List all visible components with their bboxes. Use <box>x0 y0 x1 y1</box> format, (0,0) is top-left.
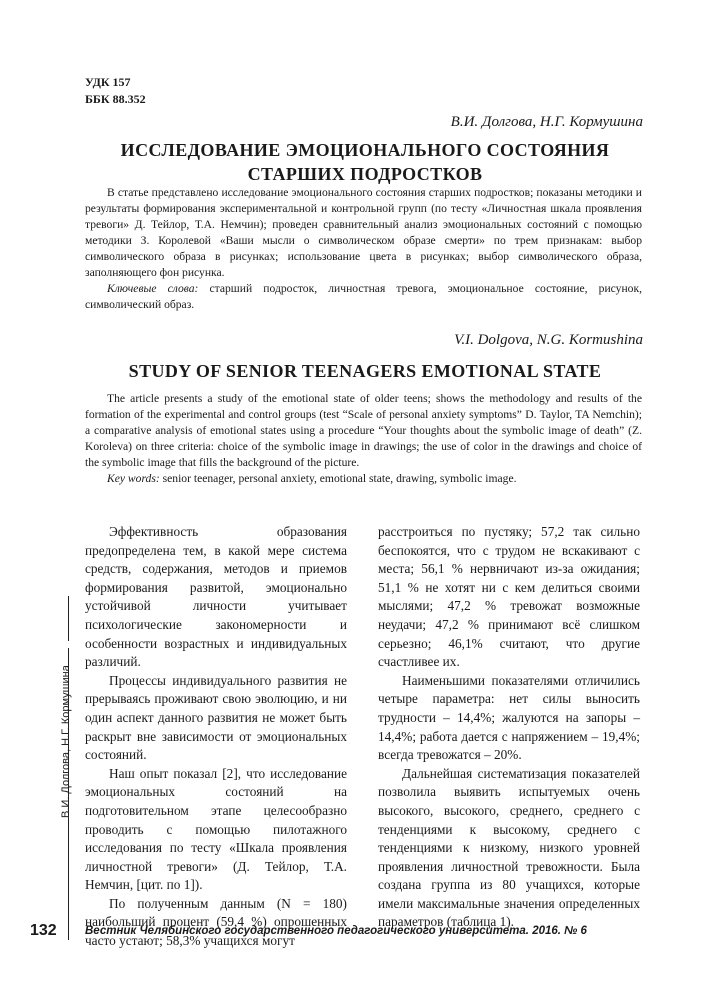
left-paragraph-4: По полученным данным (N = 180) наибольший процент (59,4 %) опрошенных часто устают; 58,3% учащихся могут <box>85 895 347 949</box>
left-paragraph-1: Эффективность образования предопределена тем, в какой мере система средств, содержания, методов и приемов формирования развитой, эмоционально устойчивой личности учитывает психологические закономерности и особенности возрастных и индивидуальных различий. <box>85 524 347 670</box>
margin-rule-upper <box>68 596 69 641</box>
ru-title-line2: СТАРШИХ ПОДРОСТКОВ <box>247 164 483 184</box>
right-paragraph-3: Дальнейшая систематизация показателей позволила выявить испытуемых очень высокого, высокого, среднего, среднего с тенденциями к высокому, среднего с тенденциями к низкому, низкого уровней проявления личностной тревожности. Была создана группа из 80 учащихся, которые имели максимальные значения определенных параметров (таблица 1). <box>378 765 640 930</box>
en-keywords <box>85 471 642 487</box>
en-title: STUDY OF SENIOR TEENAGERS EMOTIONAL STATE <box>128 361 602 381</box>
side-running-authors: В.И. Долгова, Н.Г. Кормушина <box>60 665 72 818</box>
bbk-code: ББК 88.352 <box>85 92 146 106</box>
en-authors: V.I. Dolgova, N.G. Kormushina <box>454 332 643 348</box>
ru-abstract-text: В статье представлено исследование эмоционального состояния старших подростков; показаны методики и результаты формирования экспериментальной и контрольной групп (по тесту «Личностная шкала проявления тревоги» Д. Тейлор, Т.А. Немчин); проведен сравнительный анализ эмоциональных состояний с помощью методики З. Королевой «Ваши мысли о символическом образе смерти» по трем признакам: выбор символического образа в рисунках; использование цвета в рисунках; выбор символического образа, заполняющего фон рисунка. <box>85 186 642 279</box>
en-keywords-text: senior teenager, personal anxiety, emotional state, drawing, symbolic image. <box>159 472 517 485</box>
body-left-column <box>85 523 347 951</box>
ru-title <box>80 138 650 186</box>
ru-authors: В.И. Долгова, Н.Г. Кормушина <box>450 114 643 130</box>
left-paragraph-2: Процессы индивидуального развития не прерываясь проживают свою эволюцию, и ни один аспект данного развития не может быть раскрыт вне зависимости от эмоциональных состояний. <box>85 672 347 763</box>
left-paragraph-3: Наш опыт показал [2], что исследование эмоциональных состояний на подготовительном этапе целесообразно проводить с помощью пилотажного исследования по тесту «Шкала проявления личностной тревоги» (Д. Тейлор, Т.А. Немчин, [цит. по 1]). <box>85 765 347 893</box>
journal-footer: Вестник Челябинского государственного педагогического университета. 2016. № 6 <box>85 925 587 937</box>
ru-title-line1: ИССЛЕДОВАНИЕ ЭМОЦИОНАЛЬНОГО СОСТОЯНИЯ <box>120 140 610 160</box>
right-paragraph-2: Наименьшими показателями отличились четыре параметра: нет силы выносить трудности – 14,4%; жалуются на запоры – 14,4%; работа дается с напряжением – 19,4%; всегда тревожатся – 20%. <box>378 672 640 763</box>
classification-codes <box>85 74 146 108</box>
right-paragraph-1: расстроиться по пустяку; 57,2 так сильно беспокоятся, что с трудом не вскакивают с места; 56,1 % нервничают из-за ожидания; 51,1 % не хотят ни с кем делиться своими мыслями; 47,2 % тревожат возможные неудачи; 47,2 % принимают всё слишком серьезно; 46,1% считают, что другие счастливее их. <box>378 524 640 670</box>
ru-abstract <box>85 185 642 313</box>
en-abstract <box>85 391 642 487</box>
body-right-column <box>378 523 640 932</box>
en-abstract-text: The article presents a study of the emotional state of older teens; shows the methodology and results of the formation of the experimental and control groups (test “Scale of personal anxiety symptoms” D. Taylor, TA Nemchin); a comparative analysis of emotional states using a procedure “Your thoughts about the symbolic image of death” (Z. Koroleva) on three criteria: choice of the symbolic image in drawings; the use of color in the drawings and choice of the symbolic image that fills the background of the picture. <box>85 392 642 469</box>
page-number: 132 <box>30 922 57 939</box>
ru-keywords-text: старший подросток, личностная тревога, эмоциональное состояние, рисунок, символический образ. <box>85 282 642 311</box>
udk-code: УДК 157 <box>85 75 131 89</box>
ru-keywords-label: Ключевые слова: <box>107 282 199 295</box>
en-keywords-label: Key words: <box>107 472 160 485</box>
ru-keywords <box>85 281 642 313</box>
